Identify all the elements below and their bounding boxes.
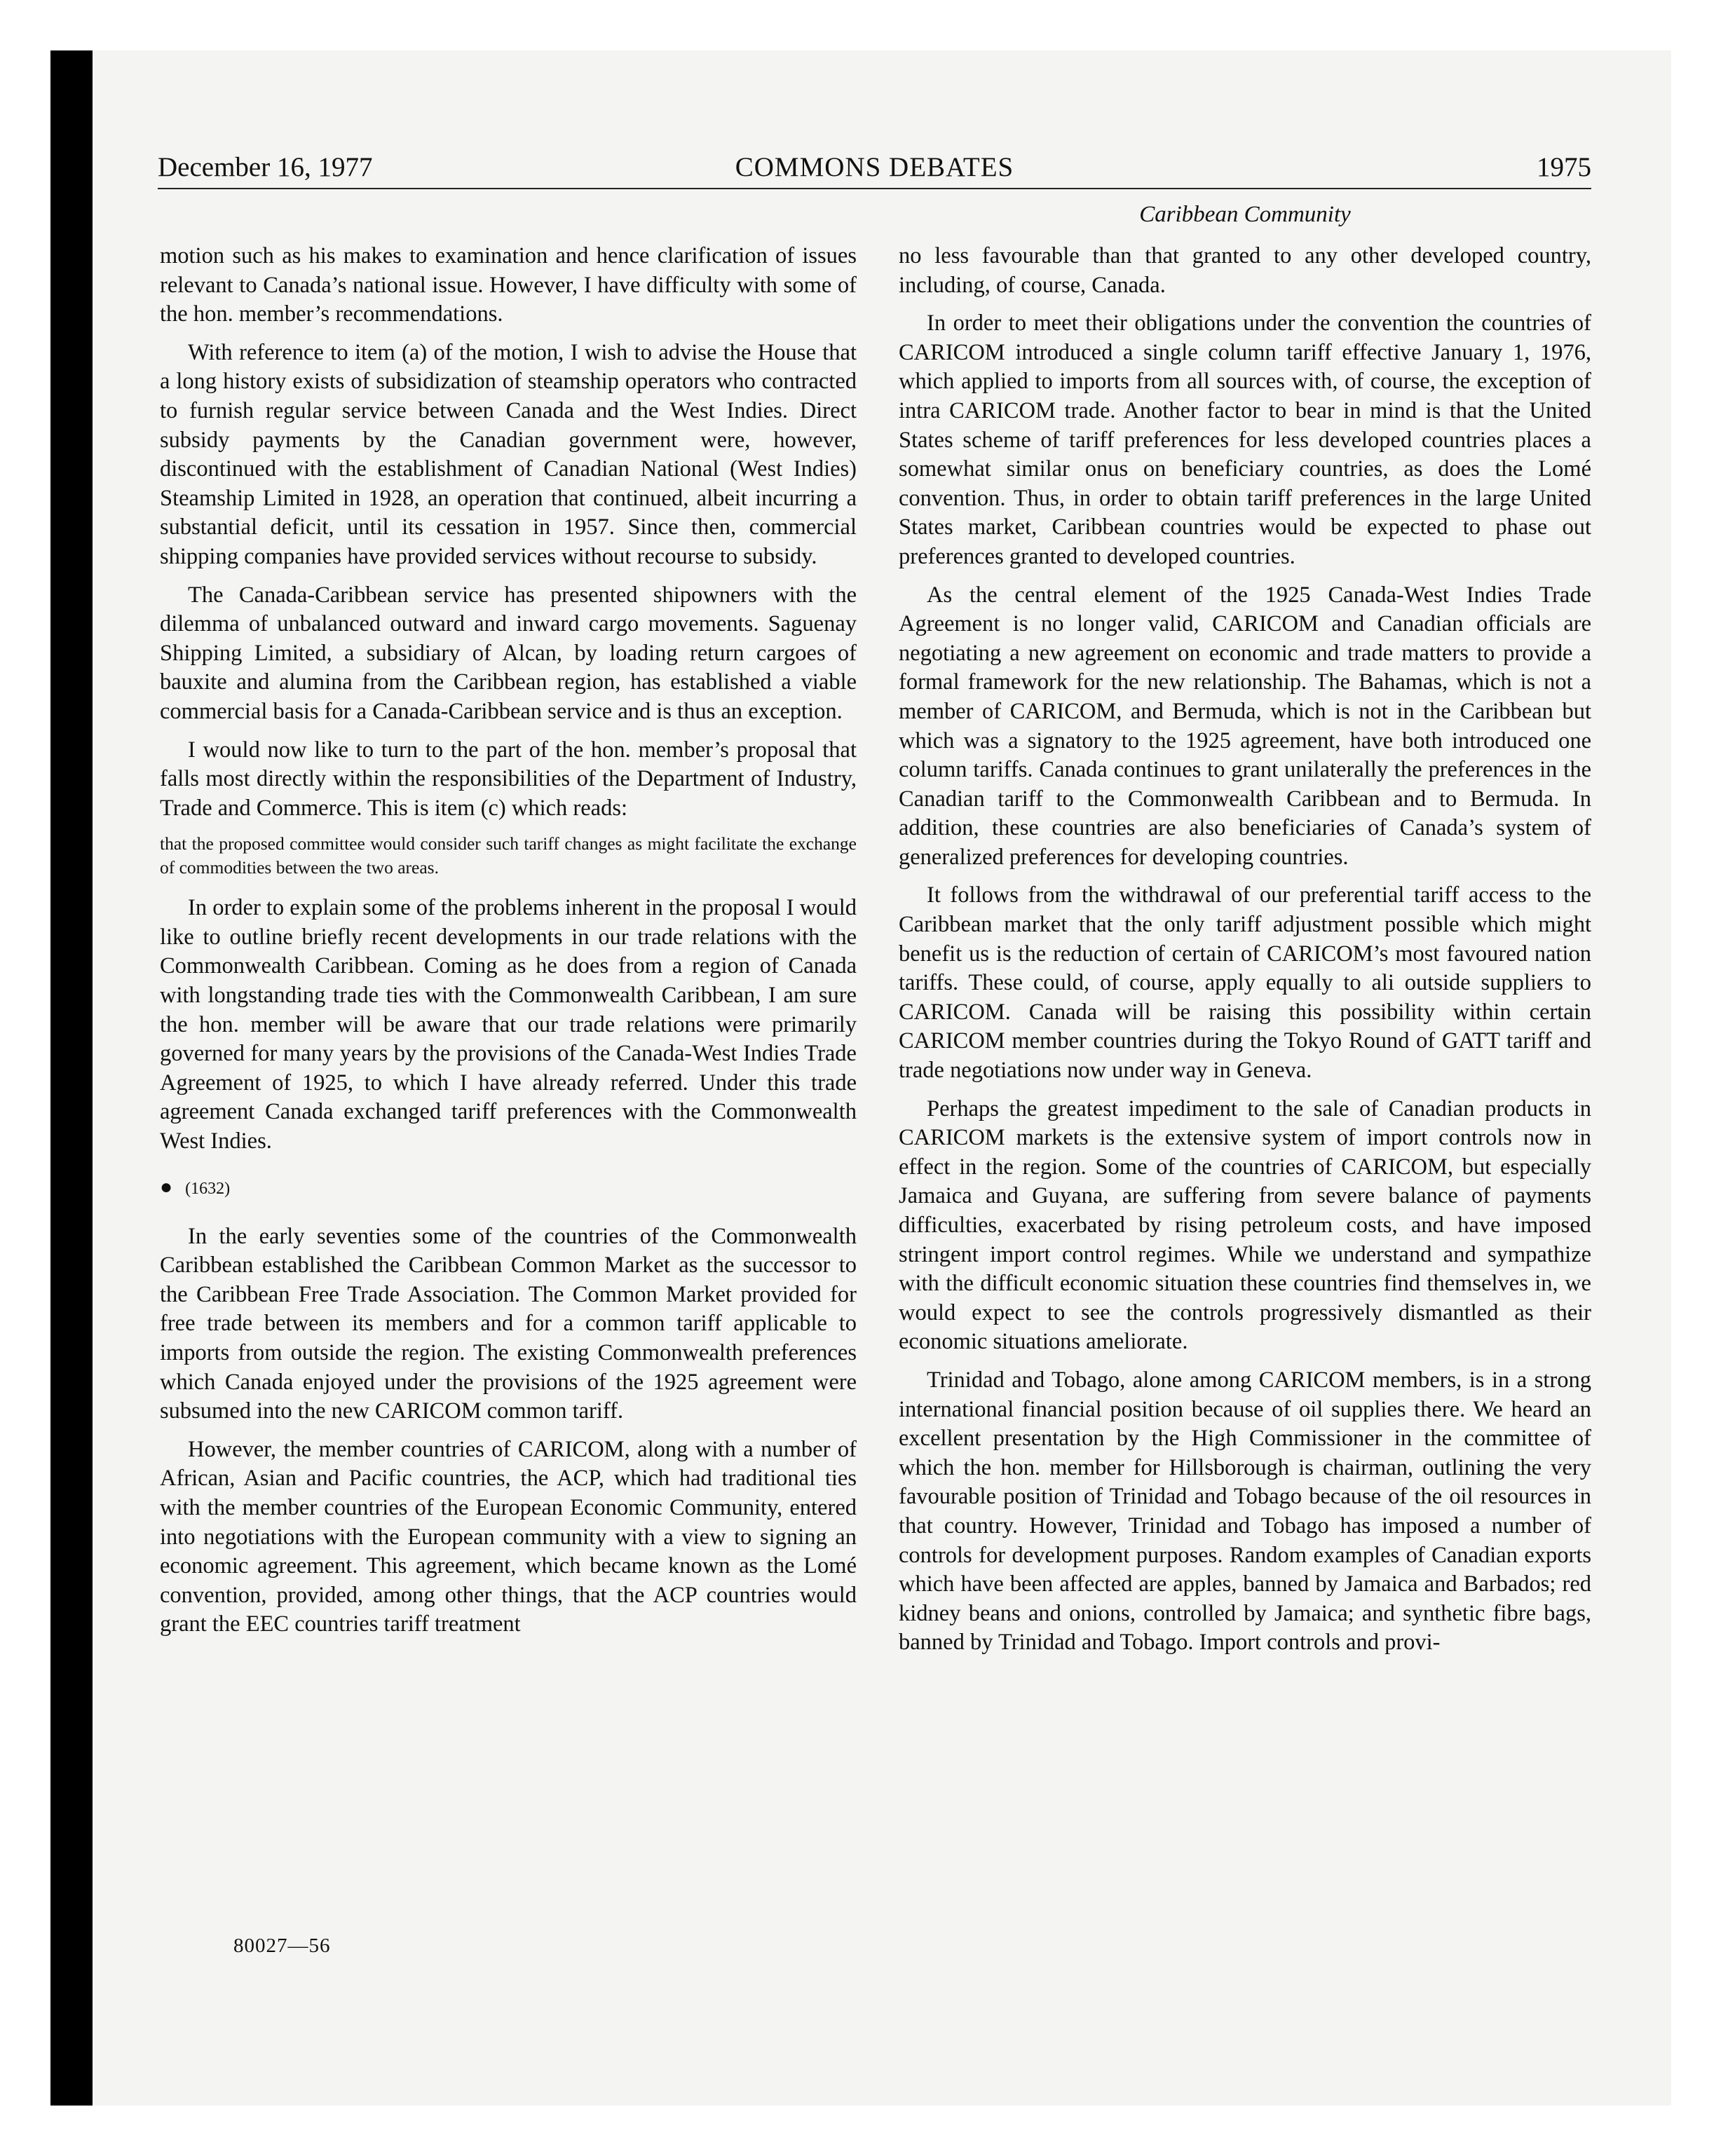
paragraph: However, the member countries of CARICOM, along with a number of African, Asian and Pacific countries, the ACP, which had traditional ties with the member countries of the European Economic Community, entered into negotiations with the European community with a view to signing an economic agreement. This agreement, which became known as the Lomé convention, provided, among other things, that the ACP countries would grant the EEC countries tariff treatment (160, 1436, 857, 1637)
footer-code: 80027—56 (233, 1935, 331, 1957)
paragraph: In the early seventies some of the countries of the Commonwealth Caribbean established the Caribbean Common Market as the successor to the Caribbean Free Trade Association. The Common Market provided for free trade between its members and for a common tariff applicable to imports from outside the region. The existing Commonwealth preferences which Canada enjoyed under the provisions of the 1925 agreement were subsumed into the new CARICOM common tariff. (160, 1223, 857, 1424)
bullet-icon: ● (160, 1175, 173, 1199)
paragraph: As the central element of the 1925 Canada-West Indies Trade Agreement is no longer valid, CARICOM and Canadian officials are negotiating a new agreement on economic and trade matters to provide a formal framework for the new relationship. The Bahamas, which is not a member of CARICOM, and Bermuda, which is not in the Caribbean but which was a signatory to the 1925 agreement, have both introduced one column tariffs. Canada continues to grant unilaterally the preferences in the Canadian tariff to the Commonwealth Caribbean and to Bermuda. In addition, these countries are also beneficiaries of Canada’s system of generalized preferences for developing countries. (899, 582, 1591, 870)
paragraph: In order to explain some of the problems inherent in the proposal I would like to outline briefly recent developments in our trade relations with the Commonwealth Caribbean. Coming as he does from a region of Canada with longstanding trade ties with the Commonwealth Caribbean, I am sure the hon. member will be aware that our trade relations were primarily governed for many years by the provisions of the Canada-West Indies Trade Agreement of 1925, to which I have already referred. Under this trade agreement Canada exchanged tariff preferences with the Commonwealth West Indies. (160, 895, 857, 1154)
block-quote: that the proposed committee would consider such tariff changes as might facilitate the exchange of commodities between the two areas. (160, 833, 857, 878)
header-date: December 16, 1977 (158, 152, 373, 182)
time-marker-text: (1632) (185, 1179, 231, 1198)
paragraph: I would now like to turn to the part of the hon. member’s proposal that falls most directly within the responsibilities of the Department of Industry, Trade and Commerce. This is item (c) which reads: (160, 737, 857, 821)
time-marker (160, 1173, 857, 1203)
paragraph: In order to meet their obligations under the convention the countries of CARICOM introduced a single column tariff effective January 1, 1976, which applied to imports from all sources with, of course, the exception of intra CARICOM trade. Another factor to bear in mind is that the United States scheme of tariff preferences for less developed countries places a somewhat similar onus on beneficiary countries, as does the Lomé convention. Thus, in order to obtain tariff preferences in the large United States market, Caribbean countries would be expected to phase out preferences granted to developed countries. (899, 311, 1591, 569)
paragraph: no less favourable than that granted to any other developed country, including, of course, Canada. (899, 243, 1591, 298)
paragraph: With reference to item (a) of the motion, I wish to advise the House that a long history exists of subsidization of steamship operators who contracted to furnish regular service between Canada and the West Indies. Direct subsidy payments by the Canadian government were, however, discontinued with the establishment of Canadian National (West Indies) Steamship Limited in 1928, an operation that continued, albeit incurring a substantial deficit, until its cessation in 1957. Since then, commercial shipping companies have provided services without recourse to subsidy. (160, 339, 857, 569)
paragraph: The Canada-Caribbean service has presented shipowners with the dilemma of unbalanced outward and inward cargo movements. Saguenay Shipping Limited, a subsidiary of Alcan, by loading return cargoes of bauxite and alumina from the Caribbean region, has established a viable commercial basis for a Canada-Caribbean service and is thus an exception. (160, 582, 857, 724)
section-subhead: Caribbean Community (1139, 202, 1351, 227)
header-title: COMMONS DEBATES (735, 152, 1014, 182)
left-column (160, 242, 857, 1649)
page-header (158, 147, 1591, 189)
header-page-number: 1975 (1537, 152, 1591, 182)
binding-edge (50, 50, 93, 2106)
right-column (899, 242, 1591, 1667)
paragraph: motion such as his makes to examination and hence clarification of issues relevant to Canada’s national issue. However, I have difficulty with some of the hon. member’s recommendations. (160, 243, 857, 327)
paragraph: Perhaps the greatest impediment to the sale of Canadian products in CARICOM markets is the extensive system of import controls now in effect in the region. Some of the countries of CARICOM, but especially Jamaica and Guyana, are suffering from severe balance of payments difficulties, exacerbated by rising petroleum costs, and have imposed stringent import control regimes. While we understand and sympathize with the difficult economic situation these countries find themselves in, we would expect to see the controls progressively dismantled as their economic situations ameliorate. (899, 1096, 1591, 1355)
paragraph: It follows from the withdrawal of our preferential tariff access to the Caribbean market that the only tariff adjustment possible which might benefit us is the reduction of certain of CARICOM’s most favoured nation tariffs. These could, of course, apply equally to ali outside suppliers to CARICOM. Canada will be raising this possibility within certain CARICOM member countries during the Tokyo Round of GATT tariff and trade negotiations now under way in Geneva. (899, 882, 1591, 1084)
paragraph: Trinidad and Tobago, alone among CARICOM members, is in a strong international financial position because of oil supplies there. We heard an excellent presentation by the High Commissioner in the committee of which the hon. member for Hillsborough is chairman, outlining the very favourable position of Trinidad and Tobago because of the oil resources in that country. However, Trinidad and Tobago has imposed a number of controls for development purposes. Random examples of Canadian exports which have been affected are apples, banned by Jamaica and Barbados; red kidney beans and onions, controlled by Jamaica; and synthetic fibre bags, banned by Trinidad and Tobago. Import controls and provi- (899, 1367, 1591, 1656)
